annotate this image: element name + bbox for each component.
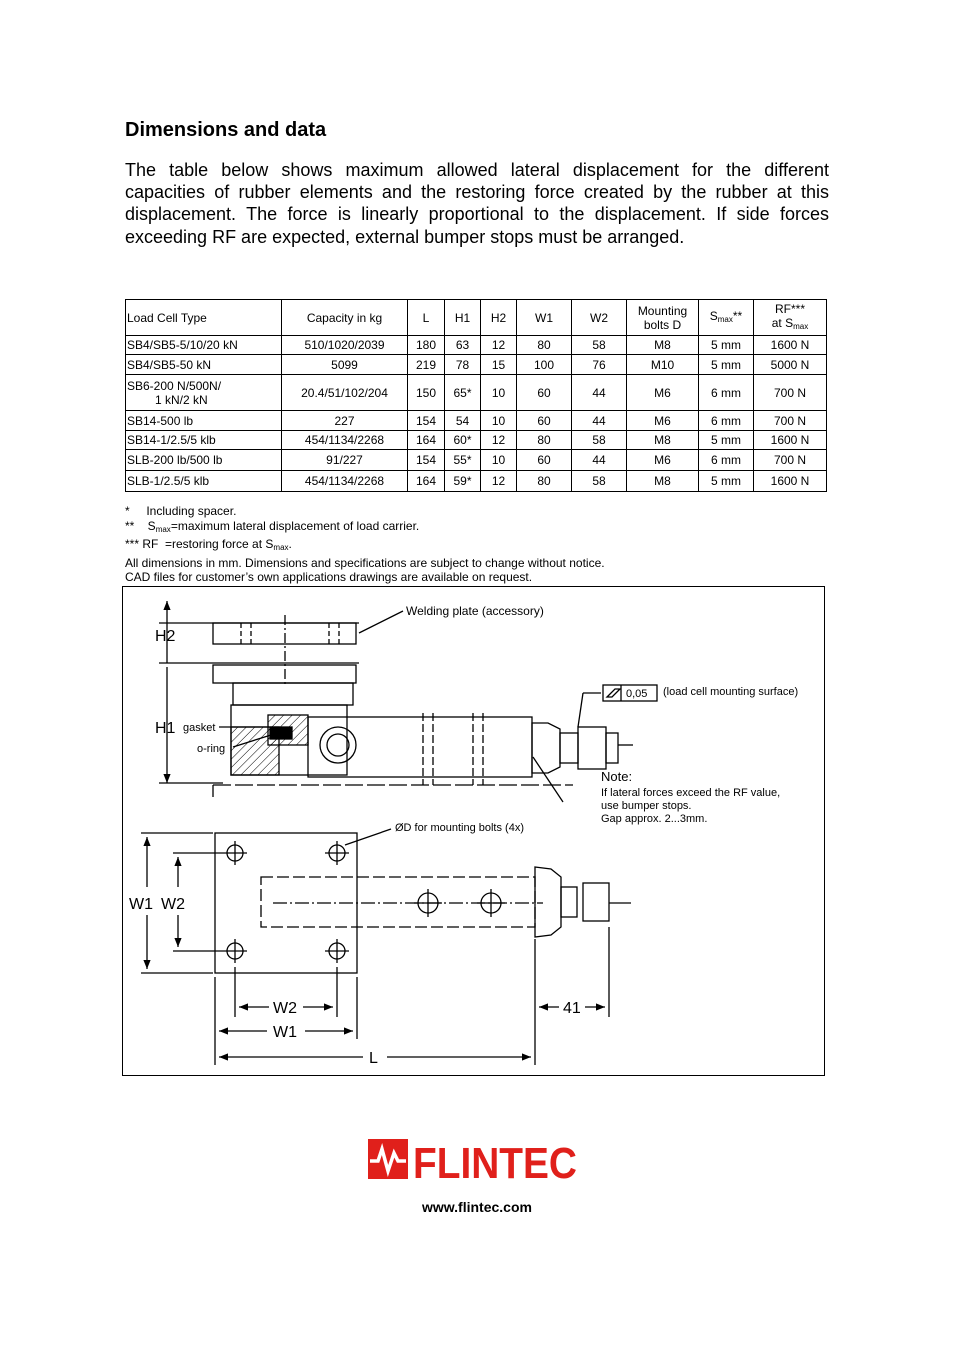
label-41: 41: [563, 1000, 581, 1017]
cell-type: SB6-200 N/500N/ 1 kN/2 kN: [126, 375, 282, 411]
cell-H2: 10: [481, 375, 517, 411]
header-H2: H2: [481, 300, 517, 336]
cell-L: 150: [408, 375, 445, 411]
cell-bolts: M8: [627, 336, 699, 355]
cell-W1: 100: [517, 355, 572, 375]
cell-type: SB4/SB5-50 kN: [126, 355, 282, 375]
cell-H1: 78: [445, 355, 481, 375]
cell-W2: 58: [572, 431, 627, 450]
website-url[interactable]: www.flintec.com: [422, 1199, 532, 1215]
cell-type: SB14-500 lb: [126, 411, 282, 431]
label-bolts: ØD for mounting bolts (4x): [395, 822, 524, 834]
cell-capacity: 5099: [282, 355, 408, 375]
table-row: [126, 355, 827, 375]
cell-W2: 44: [572, 375, 627, 411]
cell-capacity: 454/1134/2268: [282, 471, 408, 492]
header-H1: H1: [445, 300, 481, 336]
cell-rf: 700 N: [754, 375, 827, 411]
cell-rf: 5000 N: [754, 355, 827, 375]
cell-W1: 60: [517, 375, 572, 411]
table-row: [126, 431, 827, 450]
label-welding-plate: Welding plate (accessory): [406, 604, 544, 618]
cell-W1: 80: [517, 471, 572, 492]
cell-rf: 1600 N: [754, 431, 827, 450]
header-capacity: Capacity in kg: [282, 300, 408, 336]
cell-capacity: 510/1020/2039: [282, 336, 408, 355]
cell-bolts: M8: [627, 431, 699, 450]
header-L: L: [408, 300, 445, 336]
cell-L: 164: [408, 471, 445, 492]
cell-H2: 10: [481, 411, 517, 431]
cell-H1: 65*: [445, 375, 481, 411]
cell-smax: 6 mm: [699, 450, 754, 471]
label-w2-bottom: W2: [273, 1000, 297, 1017]
note-line-3: Gap approx. 2...3mm.: [601, 813, 708, 825]
cell-rf: 700 N: [754, 450, 827, 471]
footnote-3: *** RF =restoring force at $S_{max}$.: [125, 537, 292, 553]
cell-rf: 700 N: [754, 411, 827, 431]
label-flatness-value: 0,05: [626, 688, 648, 700]
technical-drawing: [122, 586, 825, 1076]
note-line-2: use bumper stops.: [601, 800, 692, 812]
cell-H1: 60*: [445, 431, 481, 450]
cell-smax: 6 mm: [699, 411, 754, 431]
intro-paragraph: The table below shows maximum allowed lateral displacement for the different capacities of rubber elements and the restoring force created by the rubber at this displacement. The force is linearly proportional to the displacement. If side forces exceeding RF are expected, external bumper stops must be arranged.: [125, 160, 829, 247]
cell-bolts: M10: [627, 355, 699, 375]
cell-capacity: 454/1134/2268: [282, 431, 408, 450]
cell-L: 180: [408, 336, 445, 355]
cell-smax: 5 mm: [699, 471, 754, 492]
cell-H1: 63: [445, 336, 481, 355]
cell-L: 164: [408, 431, 445, 450]
label-gasket: gasket: [183, 722, 216, 734]
cell-W1: 80: [517, 336, 572, 355]
cell-bolts: M8: [627, 471, 699, 492]
cell-type: SLB-1/2.5/5 klb: [126, 471, 282, 492]
footnotes: [125, 504, 605, 585]
cell-L: 154: [408, 450, 445, 471]
footnote-5: CAD files for customer’s own applications drawings are available on request.: [125, 570, 533, 585]
label-oring: o-ring: [197, 743, 226, 755]
cell-H1: 59*: [445, 471, 481, 492]
header-smax: $S_{max}**$: [699, 300, 754, 336]
page-heading: Dimensions and data: [125, 119, 327, 141]
header-rf: RF*** at $S_{max}$: [754, 300, 827, 336]
label-L: L: [369, 1050, 378, 1067]
cell-smax: 6 mm: [699, 375, 754, 411]
cell-capacity: 91/227: [282, 450, 408, 471]
cell-L: 154: [408, 411, 445, 431]
cell-W1: 80: [517, 431, 572, 450]
cell-W2: 44: [572, 450, 627, 471]
cell-rf: 1600 N: [754, 336, 827, 355]
cell-bolts: M6: [627, 375, 699, 411]
cell-H1: 54: [445, 411, 481, 431]
bolt-holes: [223, 841, 505, 963]
cell-bolts: M6: [627, 450, 699, 471]
label-w2-side: W2: [161, 896, 185, 913]
table-row: [126, 450, 827, 471]
cell-W1: 60: [517, 411, 572, 431]
cell-type: SB14-1/2.5/5 klb: [126, 431, 282, 450]
header-bolts: Mounting bolts D: [627, 300, 699, 336]
cell-smax: 5 mm: [699, 355, 754, 375]
table-row: [126, 336, 827, 355]
header-W2: W2: [572, 300, 627, 336]
footnote-2: ** $S_{max}=maximum$ lateral displacement of load carrier.: [125, 518, 420, 534]
cell-H2: 12: [481, 336, 517, 355]
cell-H2: 15: [481, 355, 517, 375]
label-mounting-surface: (load cell mounting surface): [663, 686, 799, 698]
cell-capacity: 227: [282, 411, 408, 431]
cell-smax: 5 mm: [699, 431, 754, 450]
flintec-logo: [368, 1137, 578, 1188]
cell-H2: 12: [481, 431, 517, 450]
cell-capacity: 20.4/51/102/204: [282, 375, 408, 411]
cell-type: SLB-200 lb/500 lb: [126, 450, 282, 471]
cell-smax: 5 mm: [699, 336, 754, 355]
table-row: [126, 471, 827, 492]
footnote-1: * Including spacer.: [125, 504, 237, 518]
cell-W2: 58: [572, 471, 627, 492]
spec-table: [125, 299, 827, 492]
label-w1-bottom: W1: [273, 1024, 297, 1041]
note-title: Note:: [601, 769, 633, 784]
cell-type: SB4/SB5-5/10/20 kN: [126, 336, 282, 355]
header-W1: W1: [517, 300, 572, 336]
cell-W2: 58: [572, 336, 627, 355]
cell-W2: 44: [572, 411, 627, 431]
cell-bolts: M6: [627, 411, 699, 431]
cell-H1: 55*: [445, 450, 481, 471]
table-row: [126, 375, 827, 411]
label-h2: H2: [155, 628, 176, 645]
table-row: [126, 411, 827, 431]
cell-W1: 60: [517, 450, 572, 471]
label-w1-side: W1: [129, 896, 153, 913]
footnote-4: All dimensions in mm. Dimensions and specifications are subject to change without notice.: [125, 555, 605, 570]
cell-H2: 12: [481, 471, 517, 492]
cell-L: 219: [408, 355, 445, 375]
cell-W2: 76: [572, 355, 627, 375]
table-header-row: [126, 300, 827, 336]
logo-text: FLINTEC: [413, 1139, 577, 1188]
header-type: Load Cell Type: [126, 300, 282, 336]
label-h1: H1: [155, 720, 176, 737]
cell-rf: 1600 N: [754, 471, 827, 492]
cell-H2: 10: [481, 450, 517, 471]
note-line-1: If lateral forces exceed the RF value,: [601, 787, 781, 799]
